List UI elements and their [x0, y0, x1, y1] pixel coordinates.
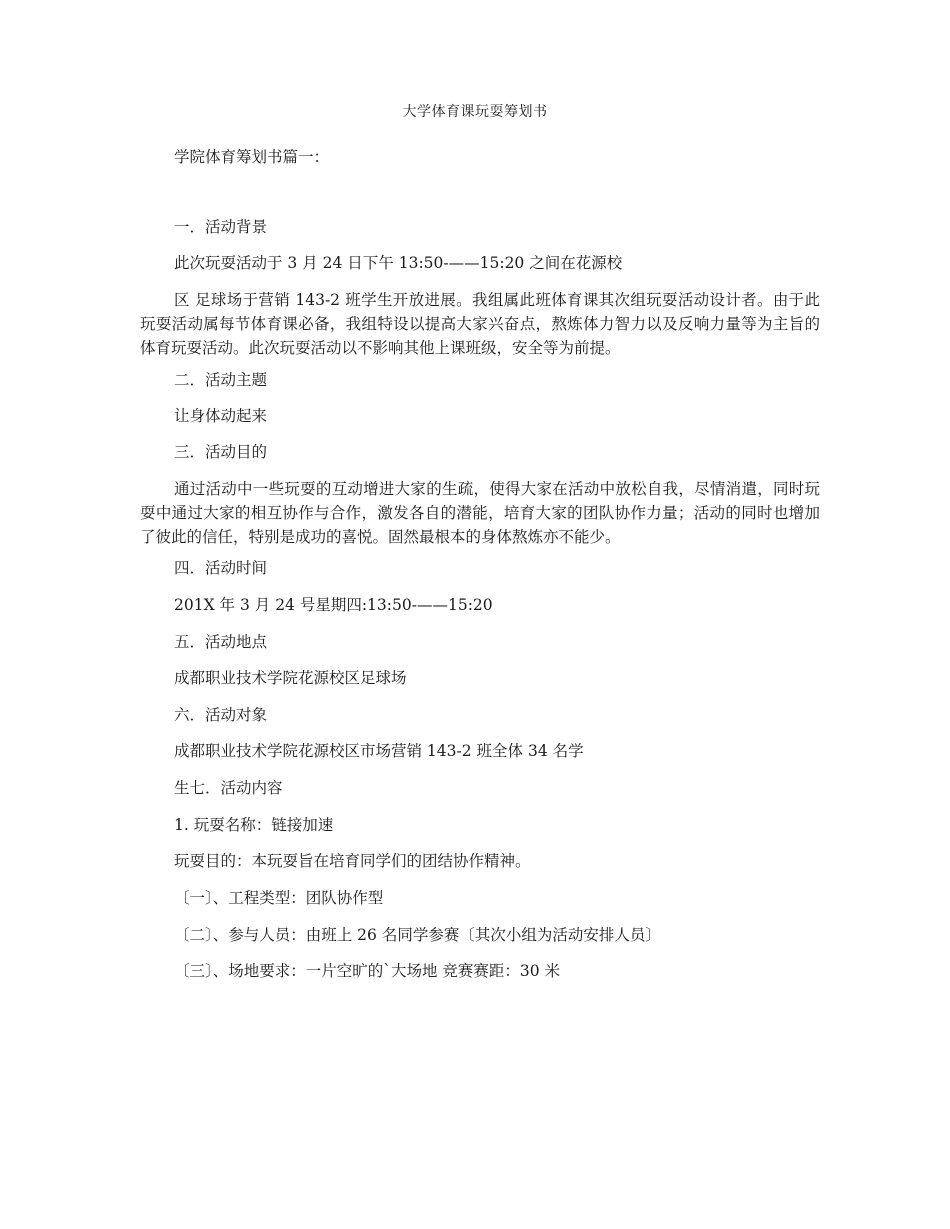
location-text: 成都职业技术学院花源校区足球场 [174, 669, 407, 687]
game-item-type: 〔一〕、工程类型：团队协作型 [174, 889, 384, 907]
purpose-paragraph: 通过活动中一些玩耍的互动增进大家的生疏，使得大家在活动中放松自我，尽情消遣，同时玩耍中通过大家的相互协作与合作，激发各自的潜能，培育大家的团队协作力量；活动的同时也增加了彼此的信任，特别是成功的喜悦。固然最根本的身体熬炼亦不能少。 [140, 480, 820, 546]
section-heading-purpose: 三．活动目的 [174, 443, 268, 461]
game-item-participants: 〔二〕、参与人员：由班上 26 名同学参赛〔其次小组为活动安排人员〕 [174, 926, 661, 944]
game-name: 1. 玩耍名称：链接加速 [174, 816, 334, 834]
time-text: 201X 年 3 月 24 号星期四:13:50-——15:20 [174, 596, 493, 614]
section-heading-background: 一．活动背景 [174, 218, 268, 236]
section-heading-audience: 六．活动对象 [174, 706, 268, 724]
background-first-line: 此次玩耍活动于 3 月 24 日下午 13:50-——15:20 之间在花源校 [174, 254, 623, 272]
audience-text: 成都职业技术学院花源校区市场营销 143-2 班全体 34 名学 [174, 742, 584, 760]
theme-text: 让身体动起来 [174, 407, 268, 425]
document-subtitle: 学院体育筹划书篇一： [174, 148, 330, 166]
section-heading-content: 生七．活动内容 [174, 779, 283, 797]
section-heading-time: 四．活动时间 [174, 559, 268, 577]
game-item-venue: 〔三〕、场地要求：一片空旷的`大场地 竞赛赛距：30 米 [174, 962, 561, 980]
document-title: 大学体育课玩耍筹划书 [402, 104, 548, 120]
section-heading-location: 五．活动地点 [174, 633, 268, 651]
section-heading-theme: 二．活动主题 [174, 371, 268, 389]
game-purpose: 玩耍目的：本玩耍旨在培育同学们的团结协作精神。 [174, 852, 531, 870]
background-paragraph: 区 足球场于营销 143-2 班学生开放进展。我组属此班体育课其次组玩耍活动设计者。由于此玩耍活动属每节体育课必备，我组特设以提高大家兴奋点，熬炼体力智力以及反响力量等为主旨的体育玩耍活动。此次玩耍活动以不影响其他上课班级，安全等为前提。 [140, 291, 820, 357]
